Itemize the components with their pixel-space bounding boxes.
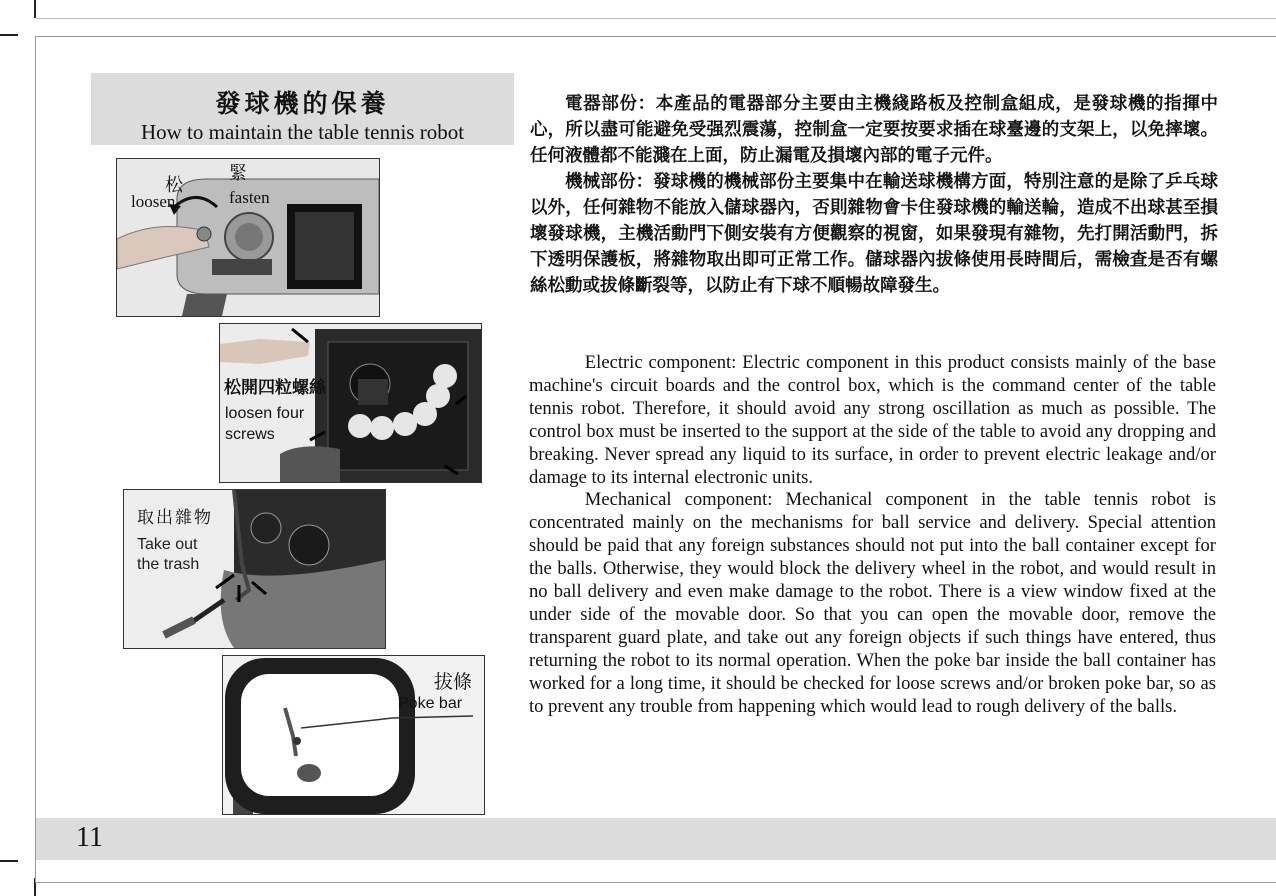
control-knob-illustration xyxy=(117,159,379,316)
label-loosen-en: loosen xyxy=(131,192,176,211)
body-text-zh xyxy=(530,91,1218,299)
page-title-en: How to maintain the table tennis robot xyxy=(140,120,465,144)
en-paragraph-mechanical: Mechanical component: Mechanical component in the table tennis robot is concentrated mainly on the mechanisms for ball service and delivery. Special attention should be paid that any foreign substances should not put into the ball container except for the balls. Otherwise, they would block the delivery wheel in the robot, and would result in no ball delivery and even make damage to the robot. There is a view window fixed at the under side of the movable door. So that you can open the movable door, remove the transparent guard plate, and take out any foreign objects if such things have entered, thus returning the robot to its normal operation. When the poke bar inside the ball container has worked for a long time, it should be checked for loose screws and/or broken poke bar, so as to prevent any trouble from happening which would lead to rough delivery of the balls. xyxy=(529,489,1216,717)
photo-four-screws xyxy=(219,323,482,483)
label-four-screws-en-2: screws xyxy=(225,426,275,443)
crop-mark-left-bottom xyxy=(0,860,18,862)
label-take-out-zh: 取出雜物 xyxy=(137,508,213,528)
label-fasten-zh: 緊 xyxy=(229,163,247,184)
en-paragraph-electric: Electric component: Electric component in this product consists mainly of the base machine's circuit boards and the control box, which is the command center of the table tennis robot. Therefore, it should avoid any strong oscillation as much as possible. The control box must be inserted to the support at the side of the table to avoid any dropping and breaking. Never spread any liquid to its surface, in order to prevent electric leakage and/or damage to its internal electronic units. xyxy=(529,352,1216,488)
label-poke-bar-zh: 拔條 xyxy=(434,671,473,693)
label-fasten-en: fasten xyxy=(229,188,270,207)
label-poke-bar-en: Poke bar xyxy=(398,695,463,712)
footer-band xyxy=(36,818,1276,860)
page-title-zh: 發球機的保養 xyxy=(215,89,390,118)
zh-paragraph-mechanical: 機械部份：發球機的機械部份主要集中在輸送球機構方面，特別注意的是除了乒乓球以外，任何雜物不能放入儲球器內，否則雜物會卡住發球機的輸送輪，造成不出球甚至損壞發球機，主機活動門下側安裝有方便觀察的視窗，如果發現有雜物，先打開活動門，拆下透明保護板，將雜物取出即可正常工作。儲球器內拔條使用長時間后，需檢查是否有螺絲松動或拔條斷裂等，以防止有下球不順暢故障發生。 xyxy=(530,172,1218,296)
photo-control-knob xyxy=(116,158,380,317)
title-box xyxy=(91,73,514,145)
zh-paragraph-electric: 電器部份：本產品的電器部分主要由主機綫路板及控制盒組成，是發球機的指揮中心，所以盡可能避免受强烈震蕩，控制盒一定要按要求插在球臺邊的支架上，以免摔壞。任何液體都不能濺在上面，防止漏電及損壞內部的電子元件。 xyxy=(530,94,1218,166)
label-take-out-en-1: Take out xyxy=(137,536,198,553)
body-text-en xyxy=(529,352,1216,719)
photo-take-out-trash xyxy=(123,489,386,649)
label-take-out-en-2: the trash xyxy=(137,556,200,573)
crop-mark-left-top xyxy=(0,34,18,36)
top-rule xyxy=(36,18,1276,19)
four-screws-illustration xyxy=(220,324,481,482)
photo-poke-bar xyxy=(222,655,485,815)
label-loosen-zh: 松 xyxy=(165,175,183,196)
crop-mark-top xyxy=(34,0,36,18)
label-four-screws-zh: 松開四粒螺絲 xyxy=(224,378,326,398)
label-four-screws-en-1: loosen four xyxy=(225,405,305,422)
page-number: 11 xyxy=(76,822,103,853)
